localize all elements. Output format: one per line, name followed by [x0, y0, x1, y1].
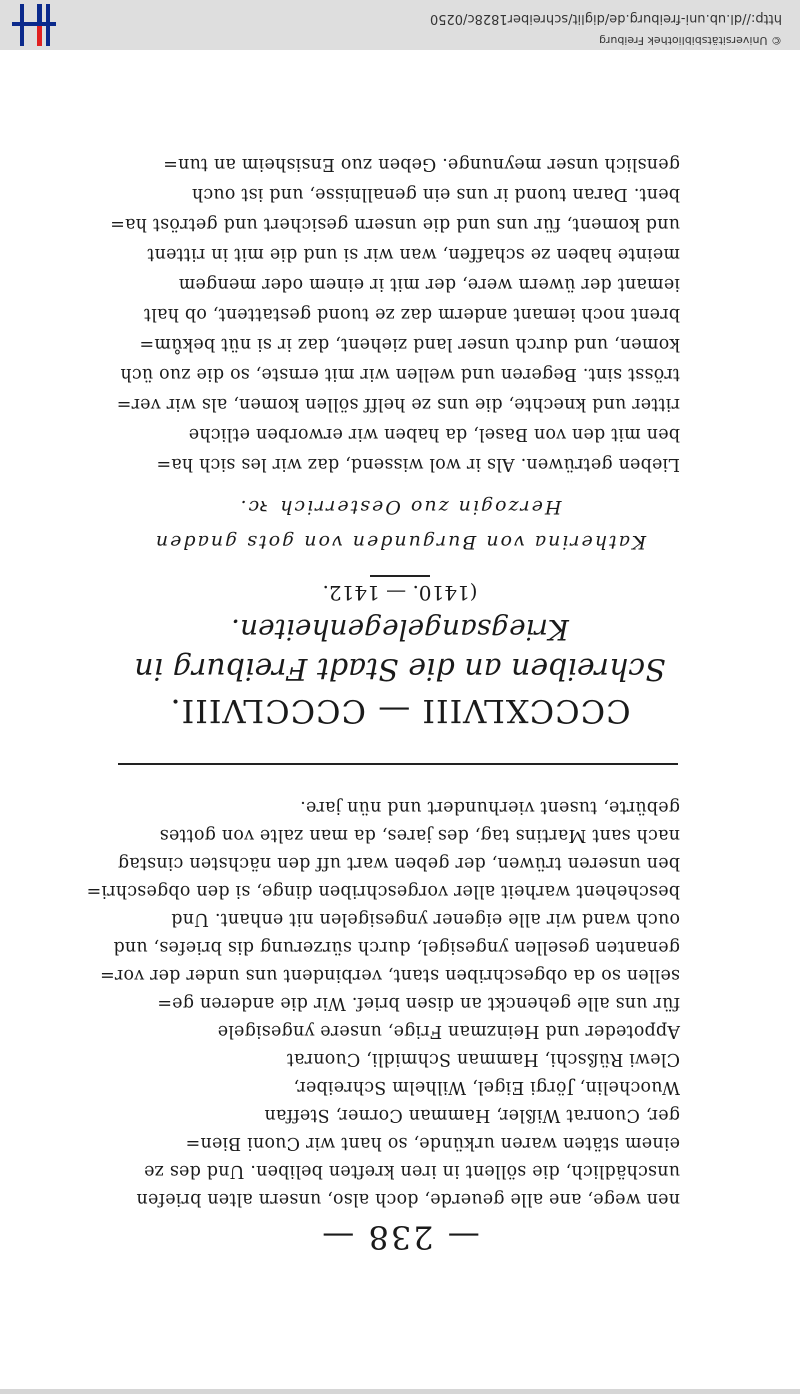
- text-line: Clewi Rüßschi, Hamman Schmidli, Cuonrat: [286, 1049, 680, 1069]
- logo-bar-blue: [37, 4, 42, 22]
- source-banner: [0, 0, 800, 50]
- text-line: gebürte, tusent vierhundert und nün jare.: [300, 797, 680, 817]
- text-line: meinte haben ze schaffen, wan wir si und die mit in rittent: [147, 244, 680, 264]
- text-line: ben mit den von Basel, da haben wir erworben etliche: [188, 424, 680, 444]
- text-line: genanten gesellen yngesigel, durch sürzerung dis briefes, und: [113, 937, 680, 957]
- copyright-text: © Universitätsbibliothek Freiburg: [599, 34, 782, 47]
- text-line: genslich unser meynunge. Geben zuo Ensisheim an tun=: [163, 154, 680, 174]
- document-number-heading: CCCCXLVIII — CCCCLVIII.: [169, 692, 631, 730]
- text-line: ger, Cuonrat Wißler, Hamman Corner, Steffan: [264, 1105, 680, 1125]
- bottom-edge-bar: [0, 1389, 800, 1394]
- text-line: nen wege, ane alle geuerde, doch also, unsern alten briefen: [136, 1189, 680, 1209]
- document-title-line2: Kriegsangelegenheiten.: [231, 613, 569, 646]
- logo-bar-red: [37, 26, 42, 46]
- text-line: nach sant Martins tag, des jares, da man zalte von gottes: [159, 825, 680, 845]
- logo-bar-blue: [12, 22, 56, 26]
- text-line: einem stäten waren urkünde, so hant wir Cuoni Bien=: [185, 1133, 680, 1153]
- text-line: ritter und knechte, die uns ze helff söllen komen, als wir ver=: [116, 394, 680, 414]
- document-dates: (1410. — 1412.: [322, 581, 478, 605]
- section-divider: [118, 763, 678, 765]
- text-line: iemant der üwern were, der mit ir einem oder mengem: [178, 274, 680, 294]
- heading-divider: [370, 575, 430, 577]
- text-line: sellen so da obgeschriben stant, verbindent uns under der vor=: [99, 965, 680, 985]
- text-line: brent noch iemant anderm daz ze tuond gestattent, ob halt: [143, 304, 680, 324]
- library-logo-icon: [8, 2, 58, 48]
- text-line: beschehent warheit aller vorgeschriben dinge, si den obgeschri=: [86, 881, 680, 901]
- text-line: komen, und durch unser land ziehent, daz ir si nüt bekům=: [139, 334, 680, 354]
- text-line: und koment, für uns und die unsern gesichert und getröst ha=: [110, 214, 680, 234]
- text-line: Wuochelin, Jörgi Eigel, Wilhelm Schreiber,: [293, 1077, 680, 1097]
- text-line: trösst sint. Begeren und wellen wir mit ernste, so die zuo üch: [120, 364, 680, 384]
- text-line: Lieben getrüwen. Als ir wol wissend, daz wir les sich ha=: [156, 454, 680, 474]
- logo-bar-blue: [20, 4, 24, 46]
- sender-line1: Katherina von Burgunden von gots gnaden: [153, 531, 647, 553]
- text-line: Appoteder und Heinzman Frige, unsere yngesigele: [217, 1021, 680, 1041]
- page-number: — 238 —: [320, 1218, 480, 1256]
- text-line: unschädlich, die söllent in iren kreften beliben. Und des ze: [143, 1161, 680, 1181]
- text-line: ouch wand wir alle eigener yngesigelen nit enhant. Und: [171, 909, 680, 929]
- text-line: für uns alle gehenckt an disen brief. Wir die anderen ge=: [157, 993, 680, 1013]
- sender-line2: Herzogin zuo Oesterrich ꝛc.: [238, 496, 562, 518]
- source-url-link[interactable]: http://dl.ub.uni-freiburg.de/diglit/schreiber1828c/0250: [429, 11, 782, 26]
- document-title-line1: Schreiben an die Stadt Freiburg in: [134, 651, 666, 686]
- text-line: bent. Daran tuond ir uns ein genallnisse, und ist ouch: [191, 184, 680, 204]
- text-line: ben unseren trüwen, der geben wart uff den nächsten cinstag: [117, 853, 680, 873]
